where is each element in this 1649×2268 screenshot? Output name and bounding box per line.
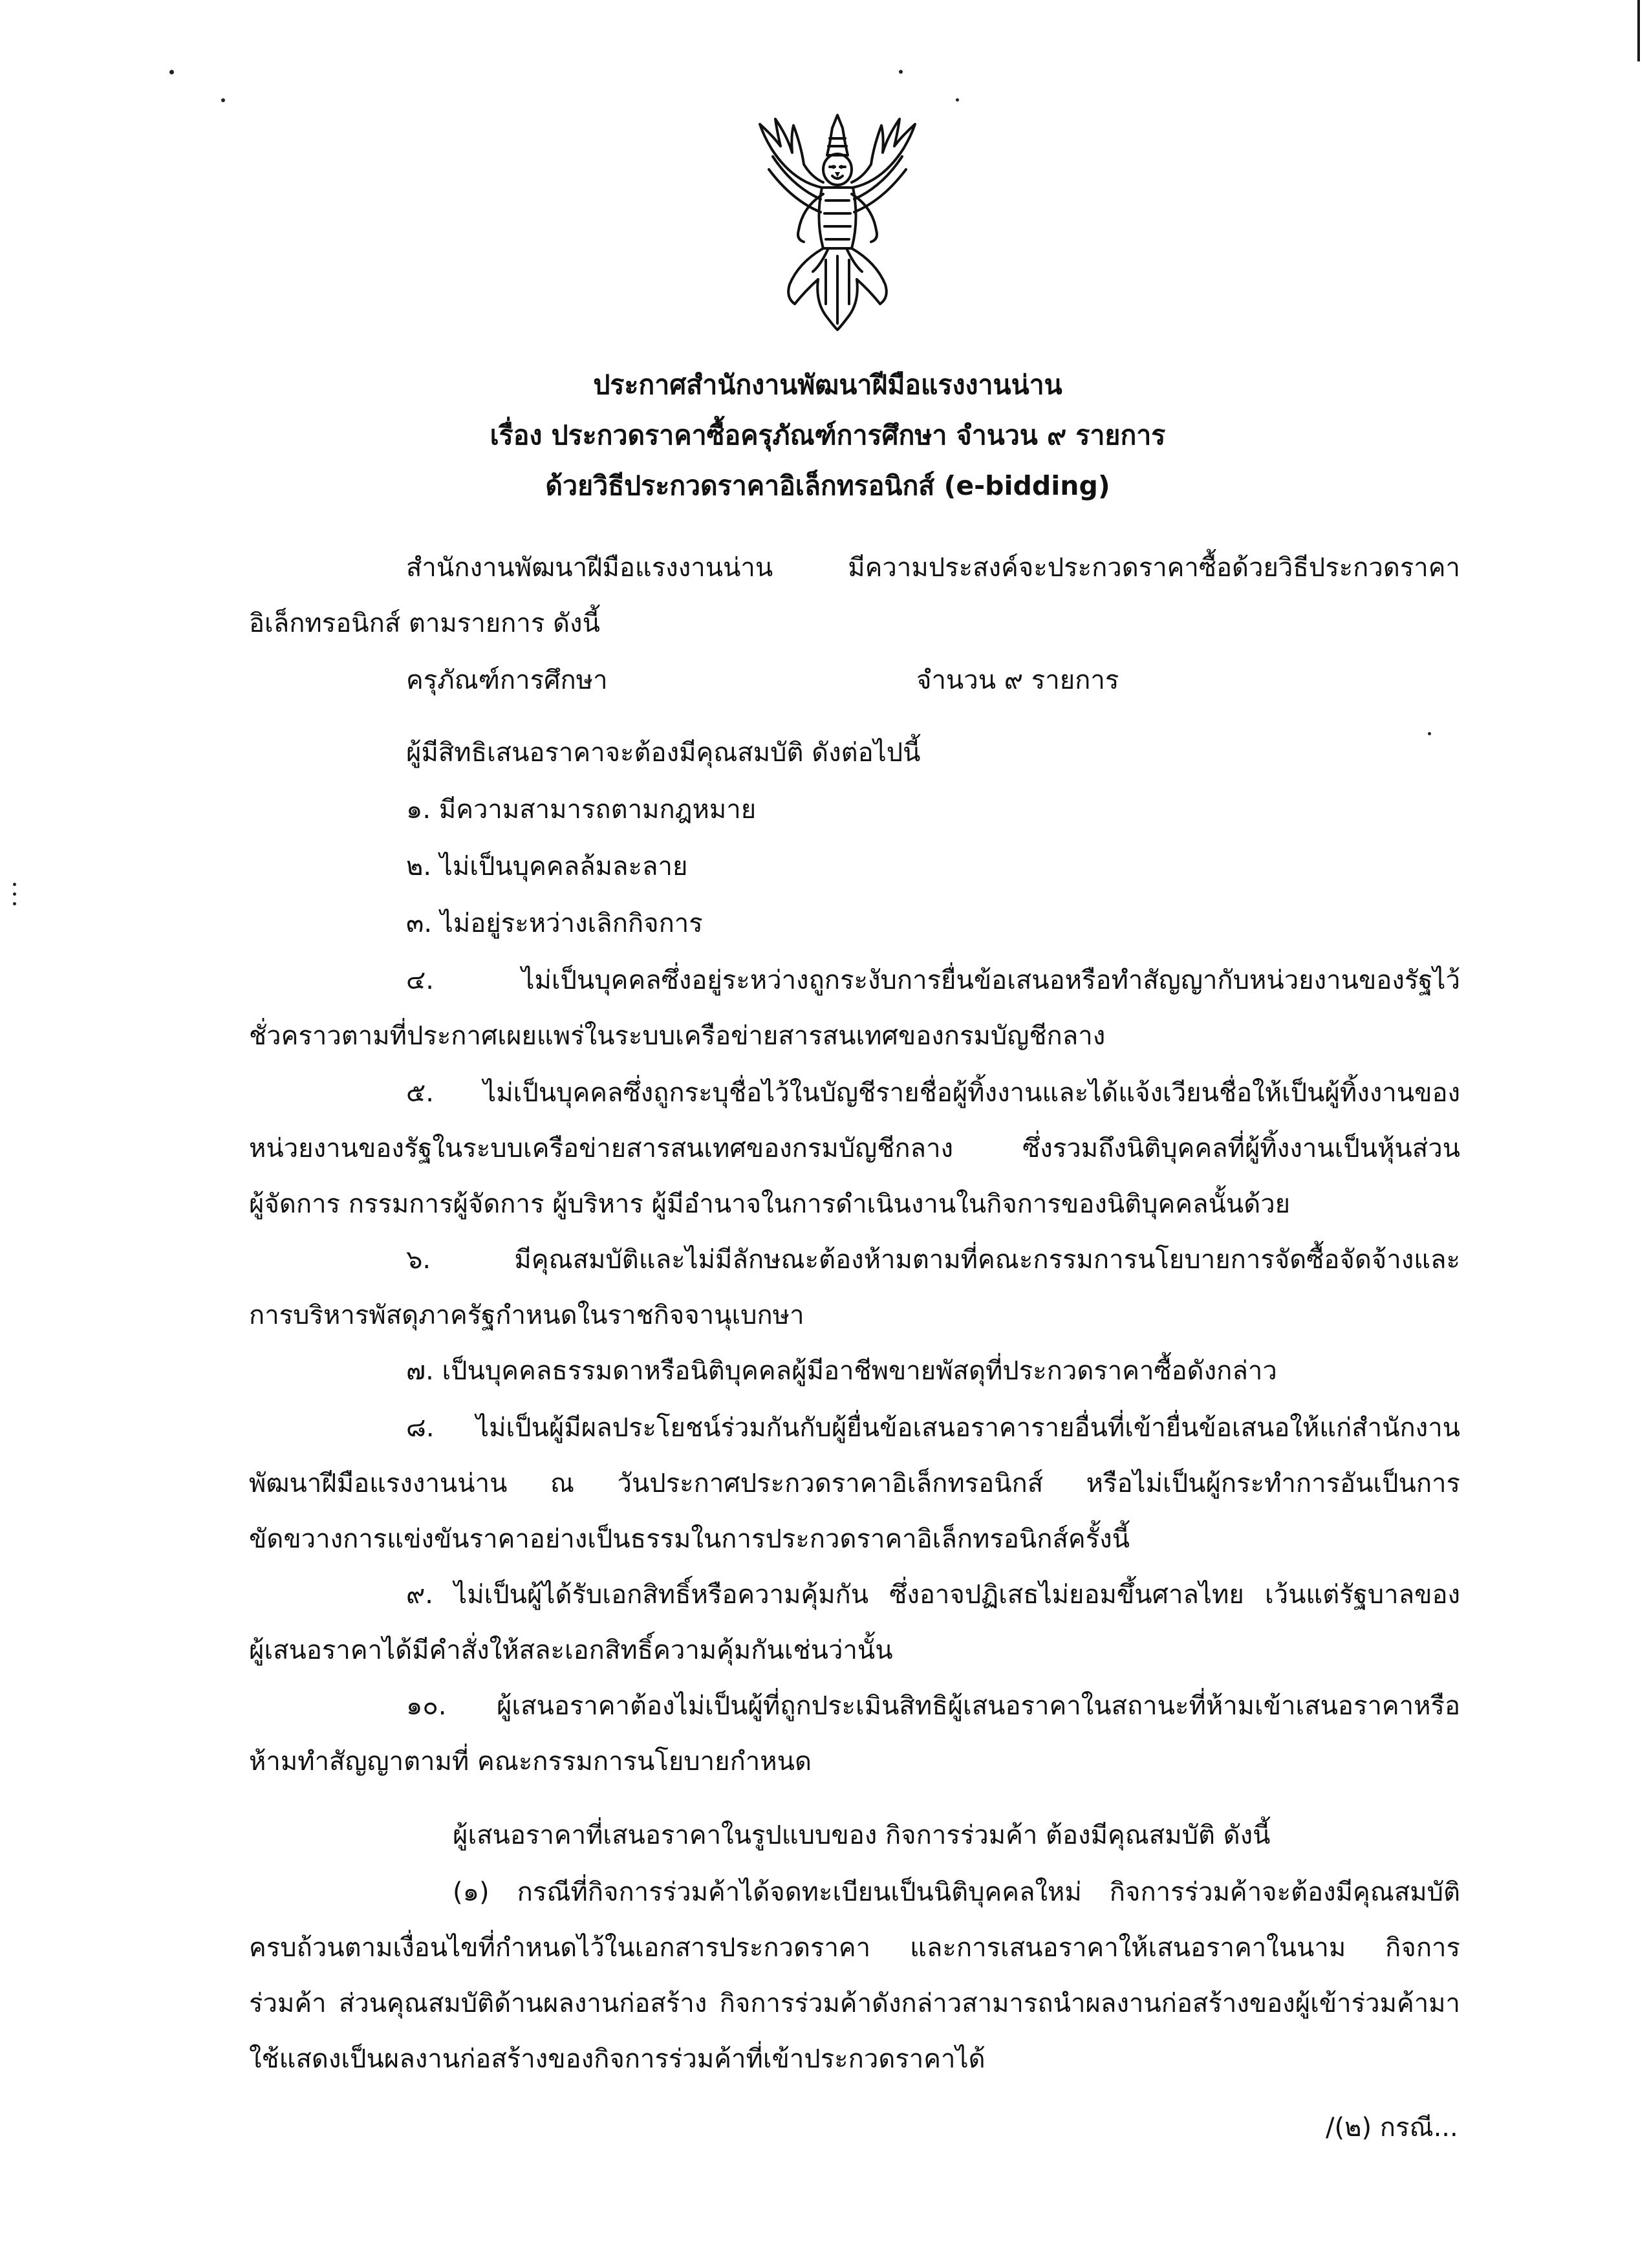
- announcement-title: ประกาศสำนักงานพัฒนาฝีมือแรงงานน่าน: [593, 369, 1062, 400]
- qualification-item: ๕. ไม่เป็นบุคคลซึ่งถูกระบุชื่อไว้ในบัญชีรายชื่อผู้ทิ้งงานและได้แจ้งเวียนชื่อให้เป็นผู้ทิ้งงานของ: [406, 1078, 1460, 1108]
- qualification-item-cont: หน่วยงานของรัฐในระบบเครือข่ายสารสนเทศของกรมบัญชีกลาง ซึ่งรวมถึงนิติบุคคลที่ผู้ทิ้งงานเป็นหุ้นส่วน: [249, 1134, 1460, 1163]
- page-continuation: /(๒) กรณี...: [1326, 2113, 1458, 2143]
- qualification-item-cont: ขัดขวางการแข่งขันราคาอย่างเป็นธรรมในการประกวดราคาอิเล็กทรอนิกส์ครั้งนี้: [249, 1524, 1130, 1554]
- item-name: ครุภัณฑ์การศึกษา: [406, 665, 608, 695]
- qualification-item-cont: ชั่วคราวตามที่ประกาศเผยแพร่ในระบบเครือข่ายสารสนเทศของกรมบัญชีกลาง: [249, 1021, 1106, 1051]
- item-quantity: จำนวน ๙ รายการ: [916, 665, 1119, 695]
- qualification-item: ๗. เป็นบุคคลธรรมดาหรือนิติบุคคลผู้มีอาชีพขายพัสดุที่ประกวดราคาซื้อดังกล่าว: [406, 1356, 1277, 1386]
- qualification-item: ๘. ไม่เป็นผู้มีผลประโยชน์ร่วมกันกับผู้ยื่นข้อเสนอราคารายอื่นที่เข้ายื่นข้อเสนอให้แก่สำนักงาน: [406, 1413, 1460, 1443]
- qualification-item: ๒. ไม่เป็นบุคคลล้มละลาย: [406, 852, 688, 881]
- scan-speck: [13, 892, 16, 896]
- qualification-item-cont: ผู้เสนอราคาได้มีคำสั่งให้สละเอกสิทธิ์ความคุ้มกันเช่นว่านั้น: [249, 1636, 893, 1665]
- qualification-item: ๑. มีความสามารถตามกฎหมาย: [406, 795, 757, 825]
- qualification-item-cont: ผู้จัดการ กรรมการผู้จัดการ ผู้บริหาร ผู้มีอำนาจในการดำเนินงานในกิจการของนิติบุคคลนั้นด้วย: [249, 1189, 1291, 1219]
- scan-speck: [221, 98, 225, 102]
- scan-speck: [13, 902, 16, 905]
- intro-line: อิเล็กทรอนิกส์ ตามรายการ ดังนี้: [249, 609, 600, 638]
- qualification-item: ๖. มีคุณสมบัติและไม่มีลักษณะต้องห้ามตามที่คณะกรรมการนโยบายการจัดซื้อจัดจ้างและ: [406, 1245, 1460, 1275]
- qualification-item: ๑๐. ผู้เสนอราคาต้องไม่เป็นผู้ที่ถูกประเมินสิทธิผู้เสนอราคาในสถานะที่ห้ามเข้าเสนอราคาหรือ: [406, 1691, 1460, 1721]
- joint-venture-paragraph: (๑) กรณีที่กิจการร่วมค้าได้จดทะเบียนเป็นนิติบุคคลใหม่ กิจการร่วมค้าจะต้องมีคุณสมบัติ: [453, 1877, 1460, 1907]
- garuda-emblem-icon: [753, 110, 921, 333]
- scan-speck: [1428, 732, 1431, 735]
- scan-speck: [13, 883, 16, 886]
- joint-venture-paragraph-cont: ใช้แสดงเป็นผลงานก่อสร้างของกิจการร่วมค้าที่เข้าประกวดราคาได้: [249, 2044, 986, 2074]
- qualifications-heading: ผู้มีสิทธิเสนอราคาจะต้องมีคุณสมบัติ ดังต่อไปนี้: [406, 738, 921, 768]
- qualification-item-cont: ห้ามทำสัญญาตามที่ คณะกรรมการนโยบายกำหนด: [249, 1747, 812, 1777]
- announcement-subject: เรื่อง ประกวดราคาซื้อครุภัณฑ์การศึกษา จำนวน ๙ รายการ: [490, 420, 1166, 451]
- scan-edge-mark: [1637, 0, 1640, 61]
- scan-speck: [169, 70, 174, 74]
- joint-venture-heading: ผู้เสนอราคาที่เสนอราคาในรูปแบบของ กิจการร่วมค้า ต้องมีคุณสมบัติ ดังนี้: [453, 1820, 1271, 1850]
- joint-venture-paragraph-cont: ครบถ้วนตามเงื่อนไขที่กำหนดไว้ในเอกสารประกวดราคา และการเสนอราคาให้เสนอราคาในนาม กิจการ: [249, 1933, 1460, 1963]
- intro-line: สำนักงานพัฒนาฝีมือแรงงานน่าน มีความประสงค์จะประกวดราคาซื้อด้วยวิธีประกวดราคา: [406, 553, 1460, 583]
- qualification-item: ๙. ไม่เป็นผู้ได้รับเอกสิทธิ์หรือความคุ้มกัน ซึ่งอาจปฏิเสธไม่ยอมขึ้นศาลไทย เว้นแต่รัฐบาลของ: [406, 1580, 1460, 1610]
- announcement-method: ด้วยวิธีประกวดราคาอิเล็กทรอนิกส์ (e-bidding): [545, 470, 1110, 501]
- qualification-item-cont: พัฒนาฝีมือแรงงานน่าน ณ วันประกาศประกวดราคาอิเล็กทรอนิกส์ หรือไม่เป็นผู้กระทำการอันเป็นการ: [249, 1469, 1460, 1498]
- qualification-item: ๓. ไม่อยู่ระหว่างเลิกกิจการ: [406, 909, 703, 938]
- scan-speck: [899, 70, 903, 74]
- qualification-item-cont: การบริหารพัสดุภาครัฐกำหนดในราชกิจจานุเบกษา: [249, 1301, 804, 1330]
- joint-venture-paragraph-cont: ร่วมค้า ส่วนคุณสมบัติด้านผลงานก่อสร้าง กิจการร่วมค้าดังกล่าวสามารถนำผลงานก่อสร้างของผู้เข้าร่วมค้ามา: [249, 1989, 1460, 2018]
- scan-speck: [956, 98, 959, 102]
- qualification-item: ๔. ไม่เป็นบุคคลซึ่งอยู่ระหว่างถูกระงับการยื่นข้อเสนอหรือทำสัญญากับหน่วยงานของรัฐไว้: [406, 966, 1460, 995]
